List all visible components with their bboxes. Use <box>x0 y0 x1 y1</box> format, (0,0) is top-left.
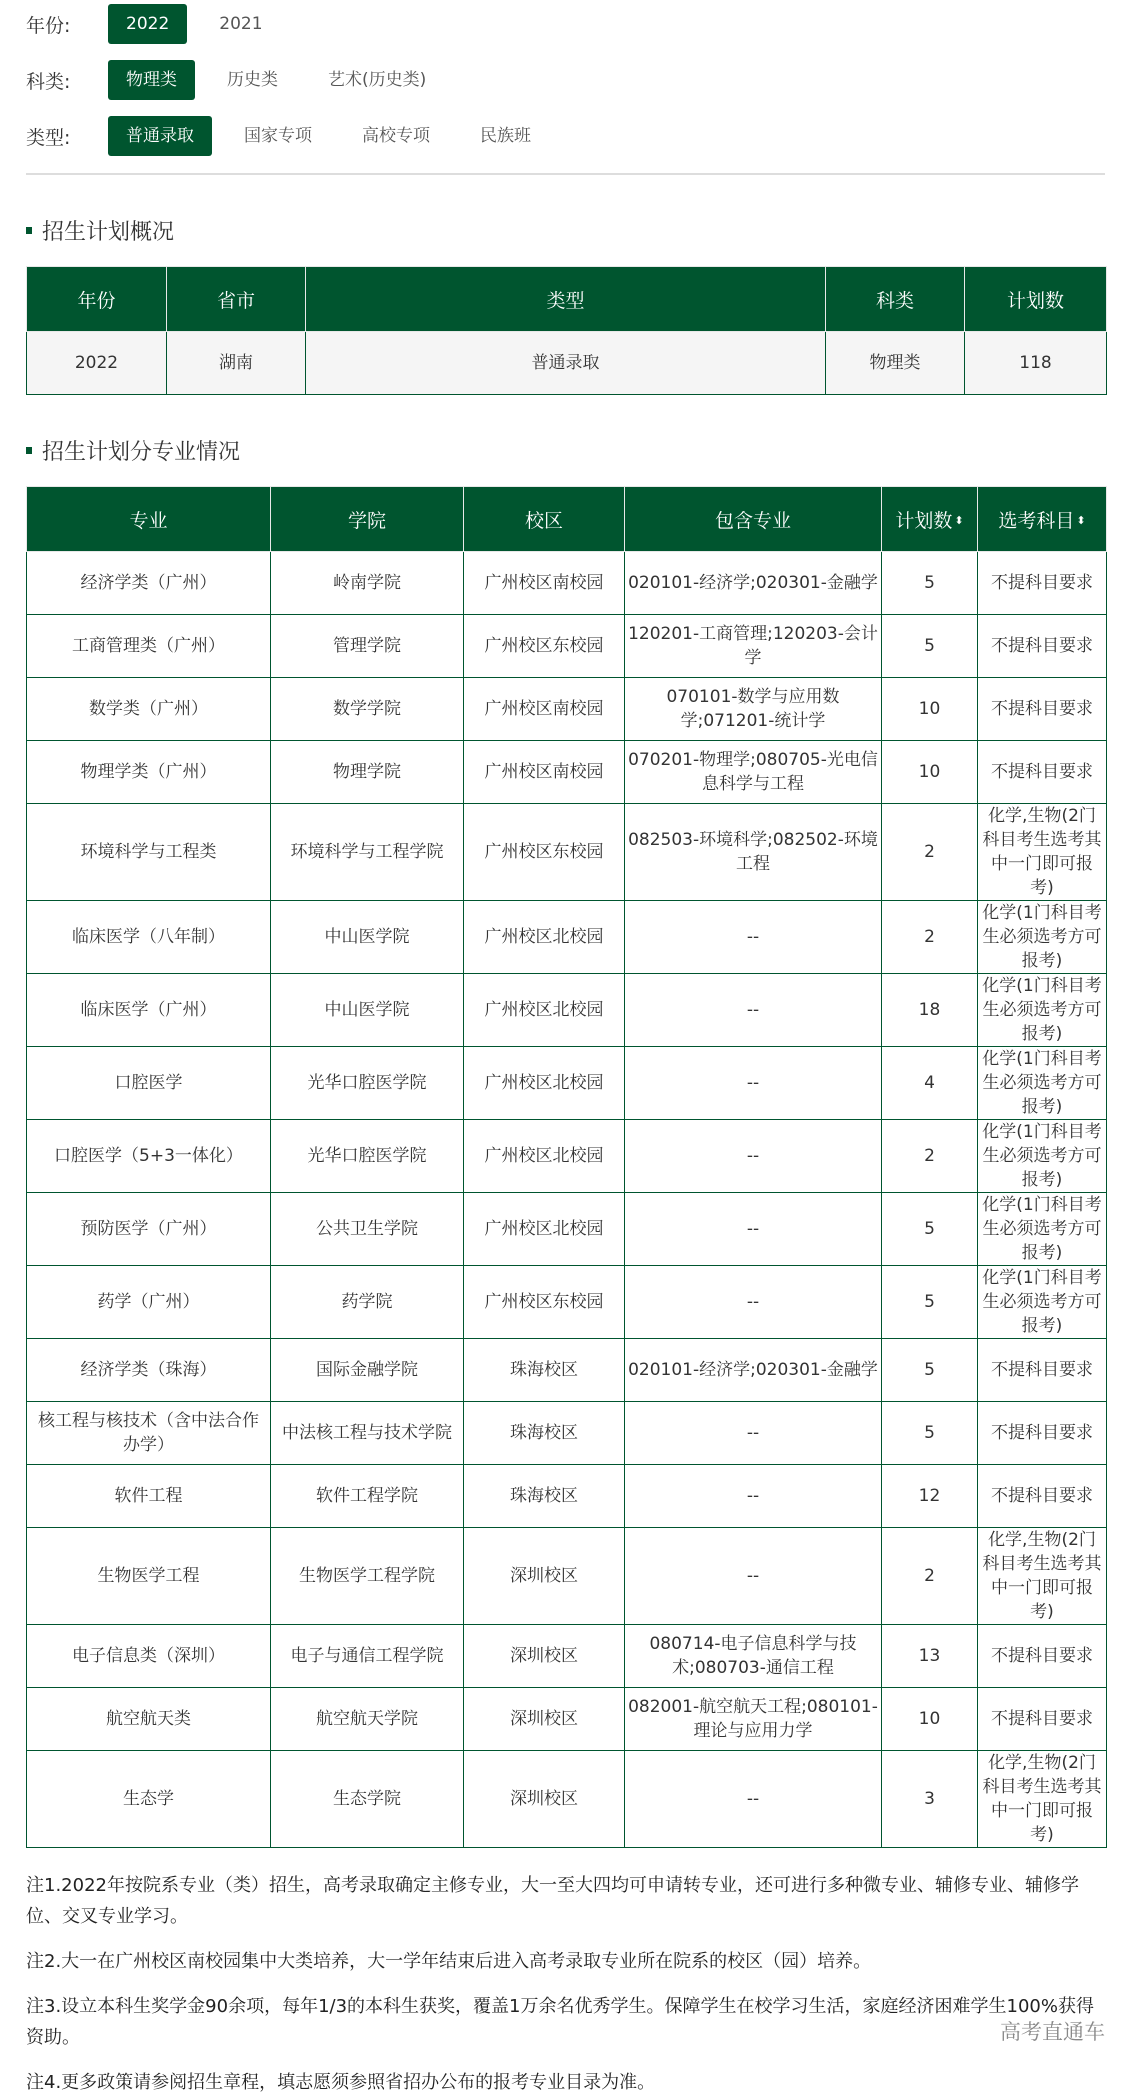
table-cell: 020101-经济学;020301-金融学 <box>625 1339 882 1402</box>
table-cell: 光华口腔医学院 <box>271 1047 464 1120</box>
table-cell: 经济学类（广州） <box>27 552 271 615</box>
table-cell: 光华口腔医学院 <box>271 1120 464 1193</box>
column-header-label: 计划数 <box>895 509 953 532</box>
table-row <box>27 1625 1107 1688</box>
table-cell: 广州校区北校园 <box>464 974 625 1047</box>
table-row <box>27 1266 1107 1339</box>
filter-option[interactable]: 2022 <box>108 4 187 44</box>
table-cell: 不提科目要求 <box>978 1339 1107 1402</box>
table-cell: 5 <box>882 1339 978 1402</box>
table-row <box>27 1193 1107 1266</box>
filter-option[interactable]: 历史类 <box>227 70 278 90</box>
table-cell: 化学(1门科目考生必须选考方可报考) <box>978 1047 1107 1120</box>
page <box>0 2 1130 2093</box>
column-header-label: 专业 <box>129 509 168 532</box>
table-cell: 生态学 <box>27 1751 271 1848</box>
column-header-label: 校区 <box>524 509 563 532</box>
detail-title: 招生计划分专业情况 <box>42 440 241 465</box>
table-row <box>27 974 1107 1047</box>
table-row <box>27 1528 1107 1625</box>
table-cell: 物理学院 <box>271 741 464 804</box>
table-row <box>27 678 1107 741</box>
overview-row <box>27 332 1107 395</box>
column-header[interactable] <box>882 487 978 552</box>
table-cell: 深圳校区 <box>464 1751 625 1848</box>
watermark: 高考直通车 <box>1000 2020 1105 2044</box>
table-row <box>27 1047 1107 1120</box>
table-cell: 不提科目要求 <box>978 1402 1107 1465</box>
column-header <box>464 487 625 552</box>
table-cell: 环境科学与工程类 <box>27 804 271 901</box>
table-cell: 广州校区东校园 <box>464 1266 625 1339</box>
table-row <box>27 1339 1107 1402</box>
detail-section-title <box>26 435 1105 466</box>
column-header-label: 选考科目 <box>998 509 1075 532</box>
column-header: 计划数 <box>965 267 1107 332</box>
filter-row <box>26 2 1105 46</box>
table-cell: 广州校区南校园 <box>464 678 625 741</box>
filter-option[interactable]: 艺术(历史类) <box>328 70 427 90</box>
column-header: 省市 <box>167 267 306 332</box>
notes <box>26 1870 1105 2098</box>
table-cell: 10 <box>882 678 978 741</box>
table-cell: 082001-航空航天工程;080101-理论与应用力学 <box>625 1688 882 1751</box>
overview-section-title <box>26 215 1105 246</box>
filter-option[interactable]: 2021 <box>219 14 263 34</box>
table-cell: 国际金融学院 <box>271 1339 464 1402</box>
table-cell: 020101-经济学;020301-金融学 <box>625 552 882 615</box>
filter-row <box>26 114 1105 158</box>
table-cell: 数学类（广州） <box>27 678 271 741</box>
table-cell: 核工程与核技术（含中法合作办学） <box>27 1402 271 1465</box>
column-header: 类型 <box>306 267 826 332</box>
table-row <box>27 1120 1107 1193</box>
table-cell: 118 <box>965 332 1107 395</box>
table-cell: 070101-数学与应用数学;071201-统计学 <box>625 678 882 741</box>
table-cell: 2 <box>882 804 978 901</box>
table-cell: 10 <box>882 741 978 804</box>
table-cell: 082503-环境科学;082502-环境工程 <box>625 804 882 901</box>
table-cell: -- <box>625 1465 882 1528</box>
table-cell: 不提科目要求 <box>978 552 1107 615</box>
table-cell: 珠海校区 <box>464 1465 625 1528</box>
table-cell: 5 <box>882 1266 978 1339</box>
column-header-label: 学院 <box>347 509 386 532</box>
table-row <box>27 1751 1107 1848</box>
column-header: 科类 <box>826 267 965 332</box>
table-cell: 广州校区南校园 <box>464 552 625 615</box>
table-cell: 120201-工商管理;120203-会计学 <box>625 615 882 678</box>
table-cell: 化学(1门科目考生必须选考方可报考) <box>978 901 1107 974</box>
note-item: 注1.2022年按院系专业（类）招生，高考录取确定主修专业，大一至大四均可申请转专业，还可进行多种微专业、辅修专业、辅修学位、交叉专业学习。 <box>26 1875 1079 1927</box>
table-row <box>27 552 1107 615</box>
filter-option[interactable]: 民族班 <box>480 126 531 146</box>
table-cell: 2 <box>882 901 978 974</box>
filter-option[interactable]: 普通录取 <box>108 116 212 156</box>
table-cell: 航空航天学院 <box>271 1688 464 1751</box>
sort-icon[interactable]: ⬍ <box>954 514 964 527</box>
table-cell: 软件工程学院 <box>271 1465 464 1528</box>
filter-option[interactable]: 物理类 <box>108 60 195 100</box>
table-cell: 数学学院 <box>271 678 464 741</box>
table-cell: -- <box>625 1528 882 1625</box>
table-cell: 080714-电子信息科学与技术;080703-通信工程 <box>625 1625 882 1688</box>
table-cell: -- <box>625 1402 882 1465</box>
table-cell: 不提科目要求 <box>978 615 1107 678</box>
table-cell: -- <box>625 1047 882 1120</box>
table-cell: -- <box>625 901 882 974</box>
table-cell: 3 <box>882 1751 978 1848</box>
table-cell: 070201-物理学;080705-光电信息科学与工程 <box>625 741 882 804</box>
filter-label: 科类: <box>26 70 71 93</box>
table-cell: 化学(1门科目考生必须选考方可报考) <box>978 1120 1107 1193</box>
table-cell: 广州校区北校园 <box>464 1047 625 1120</box>
filter-row <box>26 58 1105 102</box>
table-row <box>27 1402 1107 1465</box>
table-cell: 物理类 <box>826 332 965 395</box>
table-cell: 生态学院 <box>271 1751 464 1848</box>
table-cell: 珠海校区 <box>464 1339 625 1402</box>
table-cell: 深圳校区 <box>464 1688 625 1751</box>
note-item: 注2.大一在广州校区南校园集中大类培养，大一学年结束后进入高考录取专业所在院系的校区（园）培养。 <box>26 1951 872 1972</box>
table-row <box>27 741 1107 804</box>
table-cell: 中山医学院 <box>271 974 464 1047</box>
table-cell: 2022 <box>27 332 167 395</box>
table-cell: 广州校区北校园 <box>464 1120 625 1193</box>
table-cell: 化学,生物(2门科目考生选考其中一门即可报考) <box>978 1751 1107 1848</box>
table-cell: 化学(1门科目考生必须选考方可报考) <box>978 974 1107 1047</box>
table-row <box>27 615 1107 678</box>
table-cell: 工商管理类（广州） <box>27 615 271 678</box>
table-cell: 物理学类（广州） <box>27 741 271 804</box>
table-cell: 中法核工程与技术学院 <box>271 1402 464 1465</box>
column-header <box>625 487 882 552</box>
table-cell: 生物医学工程 <box>27 1528 271 1625</box>
table-cell: 生物医学工程学院 <box>271 1528 464 1625</box>
table-cell: -- <box>625 1751 882 1848</box>
table-cell: 临床医学（广州） <box>27 974 271 1047</box>
table-cell: 不提科目要求 <box>978 1688 1107 1751</box>
note-item: 注4.更多政策请参阅招生章程，填志愿须参照省招办公布的报考专业目录为准。 <box>26 2072 656 2093</box>
table-cell: 广州校区东校园 <box>464 615 625 678</box>
sort-icon[interactable]: ⬍ <box>1076 514 1086 527</box>
table-row <box>27 901 1107 974</box>
table-cell: -- <box>625 1193 882 1266</box>
filter-panel <box>26 2 1105 158</box>
table-cell: 预防医学（广州） <box>27 1193 271 1266</box>
table-cell: 化学,生物(2门科目考生选考其中一门即可报考) <box>978 1528 1107 1625</box>
table-cell: 管理学院 <box>271 615 464 678</box>
column-header[interactable] <box>978 487 1107 552</box>
table-cell: 化学(1门科目考生必须选考方可报考) <box>978 1266 1107 1339</box>
overview-title: 招生计划概况 <box>42 220 175 245</box>
table-cell: -- <box>625 1120 882 1193</box>
table-cell: 经济学类（珠海） <box>27 1339 271 1402</box>
table-cell: 5 <box>882 615 978 678</box>
table-cell: 不提科目要求 <box>978 678 1107 741</box>
major-plan-table <box>26 486 1107 1848</box>
note-item: 注3.设立本科生奖学金90余项，每年1/3的本科生获奖，覆盖1万余名优秀学生。保障学生在校学习生活，家庭经济困难学生100%获得资助。 <box>26 1996 1094 2048</box>
table-cell: 18 <box>882 974 978 1047</box>
table-cell: 12 <box>882 1465 978 1528</box>
divider <box>26 173 1105 175</box>
square-bullet-icon <box>26 447 32 454</box>
table-cell: 软件工程 <box>27 1465 271 1528</box>
table-cell: 不提科目要求 <box>978 1465 1107 1528</box>
table-cell: 2 <box>882 1120 978 1193</box>
table-cell: 深圳校区 <box>464 1528 625 1625</box>
filter-label: 年份: <box>26 14 71 37</box>
table-cell: -- <box>625 974 882 1047</box>
table-cell: 不提科目要求 <box>978 1625 1107 1688</box>
table-cell: 5 <box>882 552 978 615</box>
table-cell: 口腔医学 <box>27 1047 271 1120</box>
table-row <box>27 804 1107 901</box>
major-table-header-row <box>27 487 1107 552</box>
table-cell: 2 <box>882 1528 978 1625</box>
table-cell: 临床医学（八年制） <box>27 901 271 974</box>
column-header <box>27 487 271 552</box>
table-cell: 岭南学院 <box>271 552 464 615</box>
table-cell: 广州校区北校园 <box>464 901 625 974</box>
table-cell: 口腔医学（5+3一体化） <box>27 1120 271 1193</box>
column-header <box>271 487 464 552</box>
table-cell: 4 <box>882 1047 978 1120</box>
table-cell: 环境科学与工程学院 <box>271 804 464 901</box>
filter-option[interactable]: 国家专项 <box>244 126 312 146</box>
table-cell: 广州校区东校园 <box>464 804 625 901</box>
square-bullet-icon <box>26 227 32 234</box>
overview-table <box>26 266 1107 395</box>
filter-option[interactable]: 高校专项 <box>362 126 430 146</box>
table-cell: 湖南 <box>167 332 306 395</box>
table-cell: 5 <box>882 1402 978 1465</box>
table-cell: 10 <box>882 1688 978 1751</box>
table-cell: 公共卫生学院 <box>271 1193 464 1266</box>
table-cell: 珠海校区 <box>464 1402 625 1465</box>
overview-header-row <box>27 267 1107 332</box>
table-cell: 广州校区南校园 <box>464 741 625 804</box>
table-cell: 深圳校区 <box>464 1625 625 1688</box>
table-cell: 13 <box>882 1625 978 1688</box>
table-cell: 5 <box>882 1193 978 1266</box>
table-row <box>27 1688 1107 1751</box>
table-cell: -- <box>625 1266 882 1339</box>
table-cell: 化学(1门科目考生必须选考方可报考) <box>978 1193 1107 1266</box>
filter-label: 类型: <box>26 126 71 149</box>
column-header: 年份 <box>27 267 167 332</box>
table-cell: 广州校区北校园 <box>464 1193 625 1266</box>
table-cell: 药学院 <box>271 1266 464 1339</box>
table-cell: 药学（广州） <box>27 1266 271 1339</box>
table-cell: 化学,生物(2门科目考生选考其中一门即可报考) <box>978 804 1107 901</box>
table-cell: 航空航天类 <box>27 1688 271 1751</box>
table-cell: 中山医学院 <box>271 901 464 974</box>
table-cell: 电子与通信工程学院 <box>271 1625 464 1688</box>
table-cell: 电子信息类（深圳） <box>27 1625 271 1688</box>
table-row <box>27 1465 1107 1528</box>
column-header-label: 包含专业 <box>714 509 791 532</box>
table-cell: 不提科目要求 <box>978 741 1107 804</box>
table-cell: 普通录取 <box>306 332 826 395</box>
